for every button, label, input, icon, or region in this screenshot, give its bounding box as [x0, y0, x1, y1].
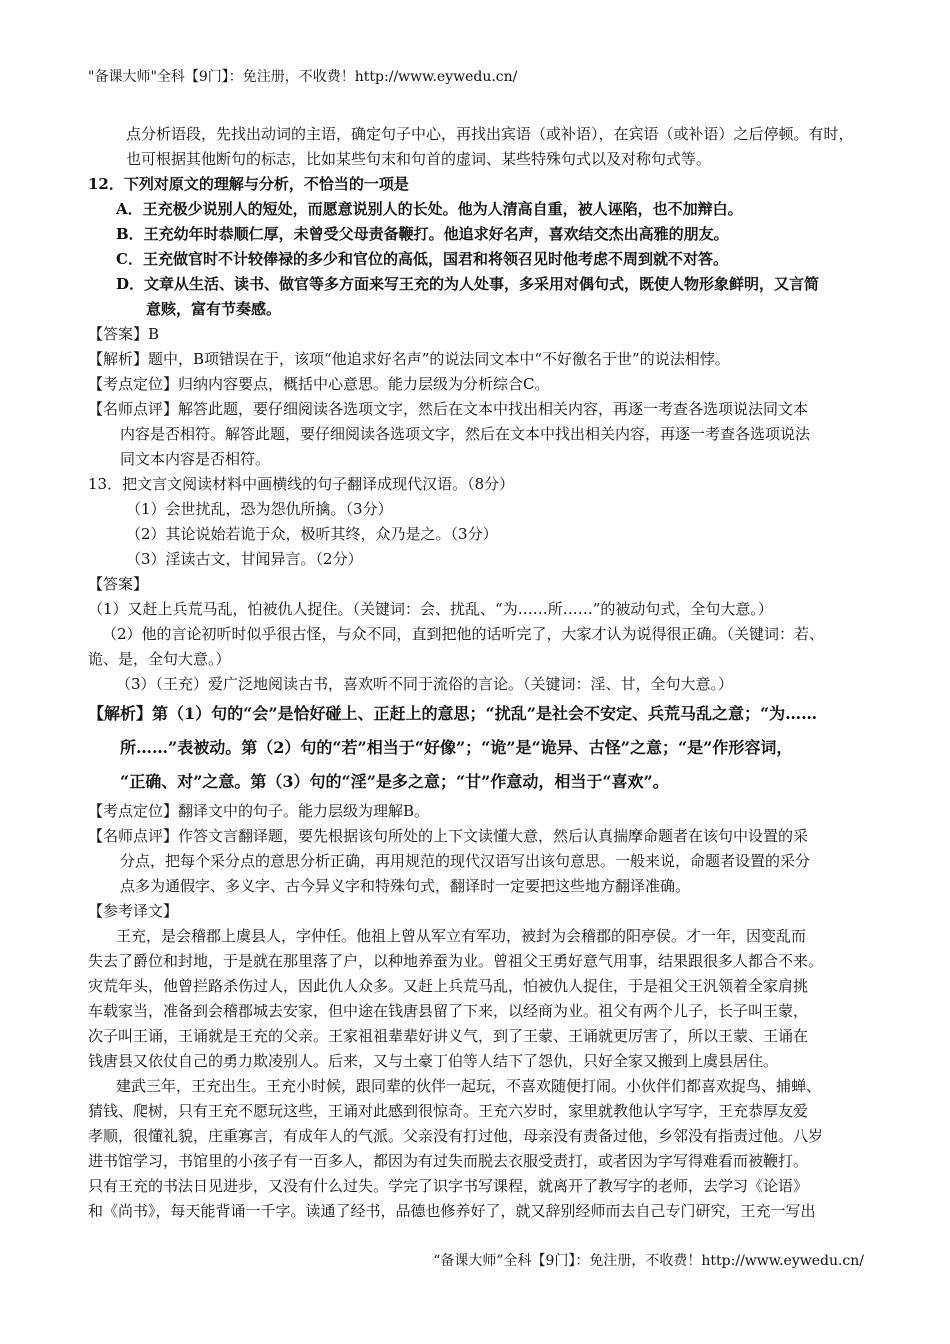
- translation-line: 只有王充的书法日见进步，又没有什么过失。学完了识字书写课程，就离开了教写字的老师，去学习《论语》: [88, 1177, 809, 1195]
- q13-analysis: 所……”表被动。第（2）句的“若”相当于“好像”；“诡”是“诡异、古怪”之意；“是”作形容词，: [120, 738, 793, 757]
- translation-line: 灾荒年头，他曾拦路杀伤过人，因此仇人众多。又赶上兵荒马乱，怕被仇人捉住，于是祖父王汎领着全家肩挑: [88, 977, 809, 995]
- q13-item: （1）会世扰乱，恐为怨仇所擒。（3分）: [126, 500, 393, 518]
- q13-answer-line: 诡、是，全句大意。）: [88, 650, 231, 668]
- translation-line: 和《尚书》，每天能背诵一千字。读通了经书，品德也修养好了，就又辞别经师而去自己专门研究，王充一写出: [88, 1202, 816, 1220]
- translation-label: 【参考译文】: [88, 902, 179, 920]
- q13-question: 13．把文言文阅读材料中画横线的句子翻译成现代汉语。（8分）: [88, 475, 515, 493]
- page-header: "备课大师"全科【9门】：免注册，不收费！http://www.eywedu.cn/: [88, 69, 518, 85]
- q13-item: （2）其论说始若诡于众，极听其终，众乃是之。（3分）: [126, 525, 498, 543]
- q12-comment: 内容是否相符。解答此题，要仔细阅读各选项文字，然后在文本中找出相关内容，再逐一考查各选项说法: [120, 425, 811, 443]
- translation-line: 车载家当，准备到会稽郡城去安家，但中途在钱唐县留了下来，以经商为业。祖父有两个儿子，长子叫王蒙，: [88, 1002, 809, 1020]
- translation-line: 失去了爵位和封地，于是就在那里落了户，以种地养蚕为业。曾祖父王勇好意气用事，结果跟很多人都合不来。: [88, 952, 824, 970]
- q13-answer-line: （3）（王充）爱广泛地阅读古书，喜欢听不同于流俗的言论。（关键词：淫、甘，全句大意。）: [116, 675, 734, 693]
- translation-line: 建武三年，王充出生。王充小时候，跟同辈的伙伴一起玩，不喜欢随便打闹。小伙伴们都喜欢捉鸟、捕蝉、: [116, 1077, 822, 1095]
- intro-line: 点分析语段，先找出动词的主语，确定句子中心，再找出宾语（或补语），在宾语（或补语）之后停顿。有时，: [126, 125, 854, 143]
- intro-line: 也可根据其他断句的标志，比如某些句末和句首的虚词、某些特殊句式以及对称句式等。: [126, 150, 712, 168]
- translation-line: 钱唐县又依仗自己的勇力欺凌别人。后来，又与土豪丁伯等人结下了怨仇，只好全家又搬到上虞县居住。: [88, 1052, 779, 1070]
- q12-option-d: D．文章从生活、读书、做官等多方面来写王充的为人处事，多采用对偶句式，既使人物形象鲜明，又言简: [116, 275, 820, 293]
- q13-item: （3）淫读古文，甘闻异言。（2分）: [126, 550, 363, 568]
- q13-comment: 分点，把每个采分点的意思分析正确，再用规范的现代汉语写出该句意思。一般来说，命题者设置的采分: [120, 852, 811, 870]
- translation-line: 进书馆学习，书馆里的小孩子有一百多人，都因为有过失而脱去衣服受责打，或者因为字写得难看而被鞭打。: [88, 1152, 809, 1170]
- q13-comment: 【名师点评】作答文言翻译题，要先根据该句所处的上下文读懂大意，然后认真揣摩命题者在该句中设置的采: [88, 827, 809, 845]
- q13-point: 【考点定位】翻译文中的句子。能力层级为理解B。: [88, 802, 430, 820]
- translation-line: 孝顺，很懂礼貌，庄重寡言，有成年人的气派。父亲没有打过他，母亲没有责备过他，乡邻没有指责过他。八岁: [88, 1127, 824, 1145]
- translation-line: 王充，是会稽郡上虞县人，字仲任。他祖上曾从军立有军功，被封为会稽郡的阳亭侯。才一年，因变乱而: [116, 927, 807, 945]
- q12-option-b: B．王充幼年时恭顺仁厚，未曾受父母责备鞭打。他追求好名声，喜欢结交杰出高雅的朋友。: [116, 225, 729, 243]
- q13-answer-line: （2）他的言论初听时似乎很古怪，与众不同，直到把他的话听完了，大家才认为说得很正确。（关键词：若、: [102, 625, 825, 643]
- q12-option-a: A．王充极少说别人的短处，而愿意说别人的长处。他为人清高自重，被人诬陷，也不加辩白。: [116, 200, 743, 218]
- q12-answer: 【答案】B: [88, 325, 160, 343]
- q12-option-c: C．王充做官时不计较俸禄的多少和官位的高低，国君和将领召见时他考虑不周到就不对答。: [116, 250, 728, 268]
- translation-line: 次子叫王诵，王诵就是王充的父亲。王家祖祖辈辈好讲义气，到了王蒙、王诵就更厉害了，所以王蒙、王诵在: [88, 1027, 809, 1045]
- q13-answer-label: 【答案】: [88, 575, 149, 593]
- q12-option-d-cont: 意赅，富有节奏感。: [146, 300, 282, 318]
- q13-analysis: “正确、对”之意。第（3）句的“淫”是多之意；“甘”作意动，相当于“喜欢”。: [120, 772, 669, 791]
- q12-comment: 同文本内容是否相符。: [120, 450, 271, 468]
- translation-line: 猜钱、爬树，只有王充不愿玩这些，王诵对此感到很惊奇。王充六岁时，家里就教他认字写字，王充恭厚友爱: [88, 1102, 809, 1120]
- q12-analysis: 【解析】题中，B项错误在于，该项“他追求好名声”的说法同文本中“不好徼名于世”的说法相悖。: [88, 350, 730, 368]
- q13-answer-line: （1）又赶上兵荒马乱，怕被仇人捉住。（关键词：会、扰乱、“为……所……”的被动句式，全句大意。）: [88, 600, 773, 618]
- page-footer: “备课大师”全科【9门】：免注册，不收费！http://www.eywedu.cn/: [433, 1253, 864, 1269]
- q12-question: 12．下列对原文的理解与分析，不恰当的一项是: [88, 175, 409, 193]
- q12-point: 【考点定位】归纳内容要点，概括中心意思。能力层级为分析综合C。: [88, 375, 550, 393]
- q12-comment: 【名师点评】解答此题，要仔细阅读各选项文字，然后在文本中找出相关内容，再逐一考查各选项说法同文本: [88, 400, 809, 418]
- document-body: [88, 122, 873, 1224]
- q13-analysis: 【解析】第（1）句的“会”是恰好碰上、正赶上的意思；“扰乱”是社会不安定、兵荒马乱之意；“为……: [88, 704, 818, 723]
- q13-comment: 点多为通假字、多义字、古今异义字和特殊句式，翻译时一定要把这些地方翻译准确。: [120, 877, 691, 895]
